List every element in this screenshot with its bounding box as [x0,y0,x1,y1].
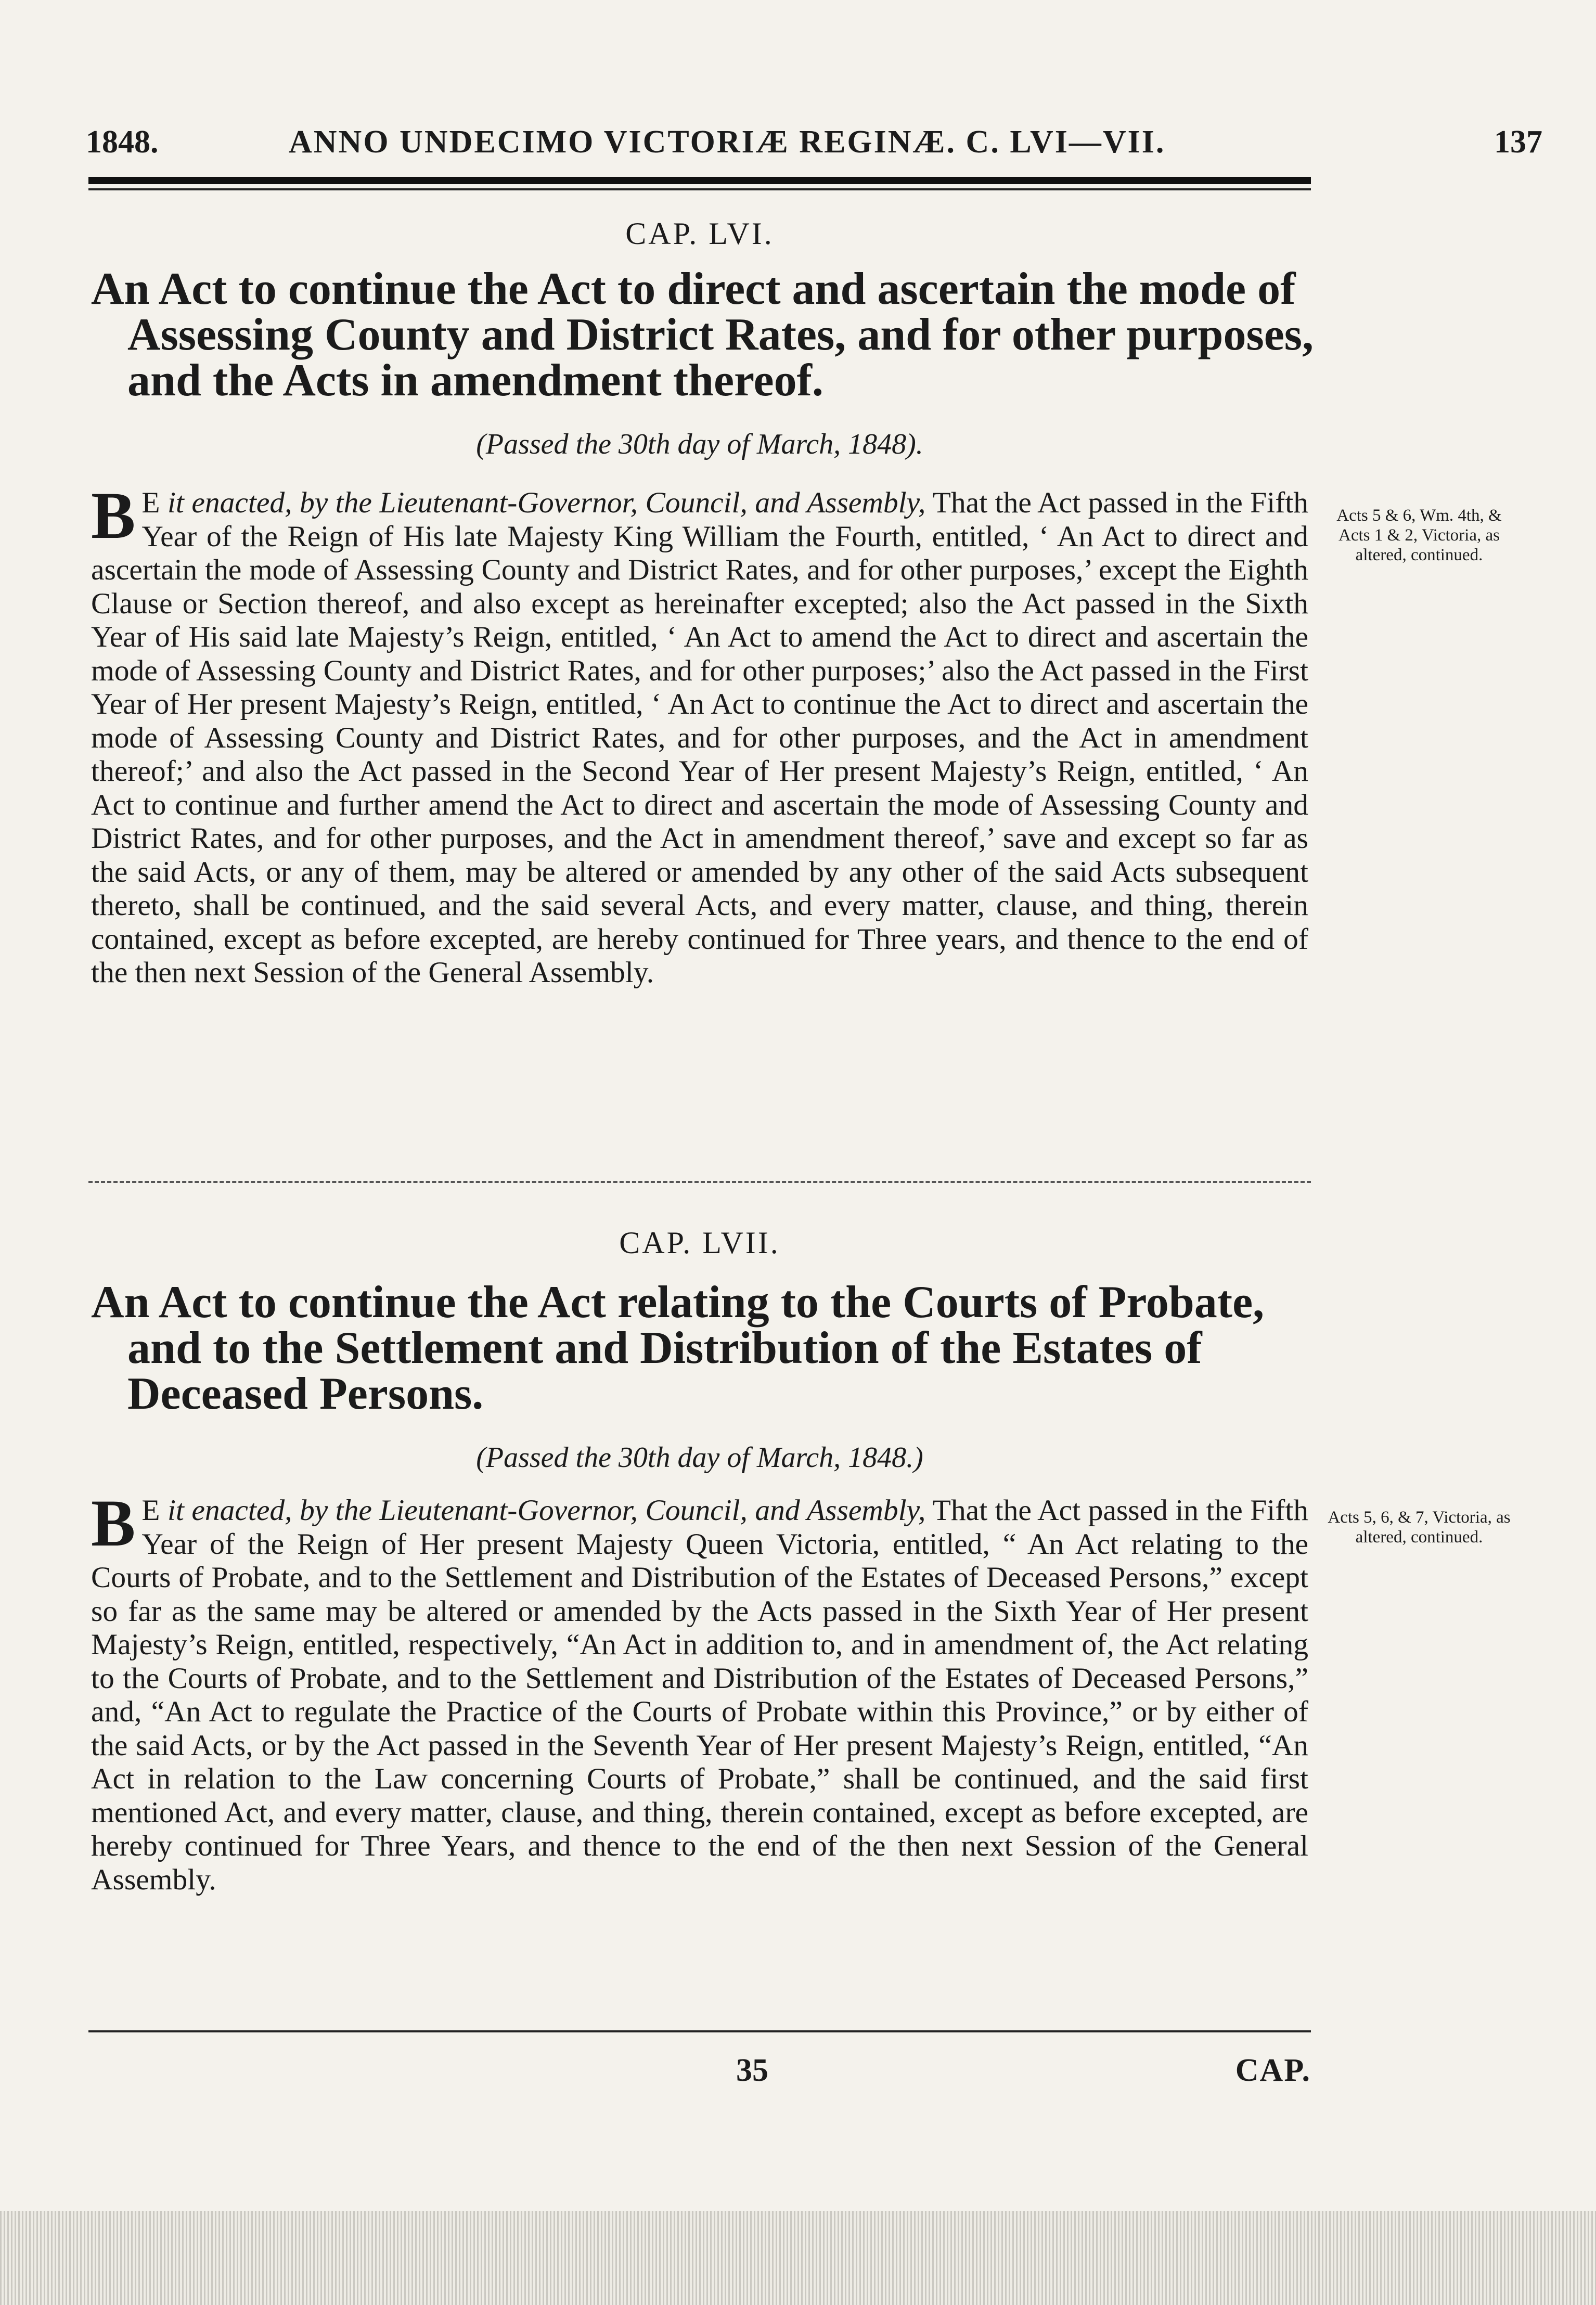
act-1-enacting-clause: it enacted, by the Lieutenant-Governor, Council, and Assembly, [167,486,926,519]
act-2-margin-note: Acts 5, 6, & 7, Victoria, as altered, continued. [1328,1508,1511,1547]
folio-signature: 35 [736,2053,768,2088]
act-1-margin-note: Acts 5 & 6, Wm. 4th, & Acts 1 & 2, Victoria, as altered, continued. [1336,506,1502,564]
act-1-body-text: That the Act passed in the Fifth Year of the Reign of His late Majesty King William the Fourth, entitled, ‘ An Act to direct and ascertain the mode of Assessing County and District Rates, and for other purposes,’ except the Eighth Clause or Section thereof, and also except as hereinafter excepted; also the Act passed in the Sixth Year of His said late Majesty’s Reign, entitled, ‘ An Act to amend the Act to direct and ascertain the mode of Assessing County and District Rates, and for other purposes;’ also the Act passed in the First Year of Her present Majesty’s Reign, entitled, ‘ An Act to continue the Act to direct and ascertain the mode of Assessing County and District Rates, and for other purposes, and the Act in amendment thereof;’ and also the Act passed in the Second Year of Her present Majesty’s Reign, entitled, ‘ An Act to continue and further amend the Act to direct and ascertain the mode of Assessing County and District Rates, and for other purposes, and the Act in amendment thereof,’ save and except so far as the said Acts, or any of them, may be altered or amended by any other of the said Acts subsequent thereto, shall be continued, and the said several Acts, and every matter, clause, and thing, therein contained, except as before excepted, are hereby continued for Three years, and thence to the end of the then next Session of the General Assembly. [91,486,1309,989]
catchword: CAP. [1235,2053,1311,2088]
page-number: 137 [1494,124,1542,160]
act-1-body-lead: E [141,486,168,519]
act-2-passed-date: (Passed the 30th day of March, 1848.) [476,1441,923,1474]
act-2-title: An Act to continue the Act relating to the Courts of Probate, and to the Settlement and Distribution of the Estates of Deceased Persons. [91,1277,1265,1419]
act-1-passed-date: (Passed the 30th day of March, 1848). [476,428,923,460]
act-2-body-text: That the Act passed in the Fifth Year of the Reign of Her present Majesty Queen Victoria, entitled, “ An Act relating to the Courts of Probate, and to the Settlement and Distribution of the Estates of Deceased Persons,” except so far as the same may be altered or amended by the Acts passed in the Sixth Year of Her present Majesty’s Reign, entitled, respectively, “An Act in addition to, and in amendment of, the Act relating to the Courts of Probate, and to the Settlement and Distribution of the Estates of Deceased Persons,” and, “An Act to regulate the Practice of the Courts of Probate within this Province,” or by either of the said Acts, or by the Act passed in the Seventh Year of Her present Majesty’s Reign, entitled, “An Act in relation to the Law concerning Courts of Probate,” shall be continued, and the said first mentioned Act, and every matter, clause, and thing, therein contained, except as before excepted, are hereby continued for Three Years, and thence to the end of the then next Session of the General Assembly. [91,1494,1309,1896]
act-2-body-lead: E [141,1494,168,1527]
act-2-body [91,1486,1309,1897]
act-1-cap-number: CAP. LVI. [625,216,774,251]
page-footer [88,2052,1311,2094]
act-1-title: An Act to continue the Act to direct and ascertain the mode of Assessing County and District Rates, and for other purposes, and the Acts in amendment thereof. [91,264,1314,406]
act-2-enacting-clause: it enacted, by the Lieutenant-Governor, Council, and Assembly, [167,1494,926,1527]
running-head [86,124,1542,171]
running-head-title: ANNO UNDECIMO VICTORIÆ REGINÆ. C. LVI—VII. [289,124,1166,160]
act-1-drop-cap: B [91,479,136,552]
running-head-year: 1848. [86,124,159,160]
act-1-body [91,479,1309,990]
header-rule-thin [88,188,1311,190]
act-2-drop-cap: B [91,1486,136,1560]
header-rule [88,177,1311,184]
footer-rule [88,2030,1311,2032]
scan-edge-band [0,2211,1596,2305]
act-2-cap-number: CAP. LVII. [619,1226,780,1260]
section-divider [88,1181,1311,1183]
